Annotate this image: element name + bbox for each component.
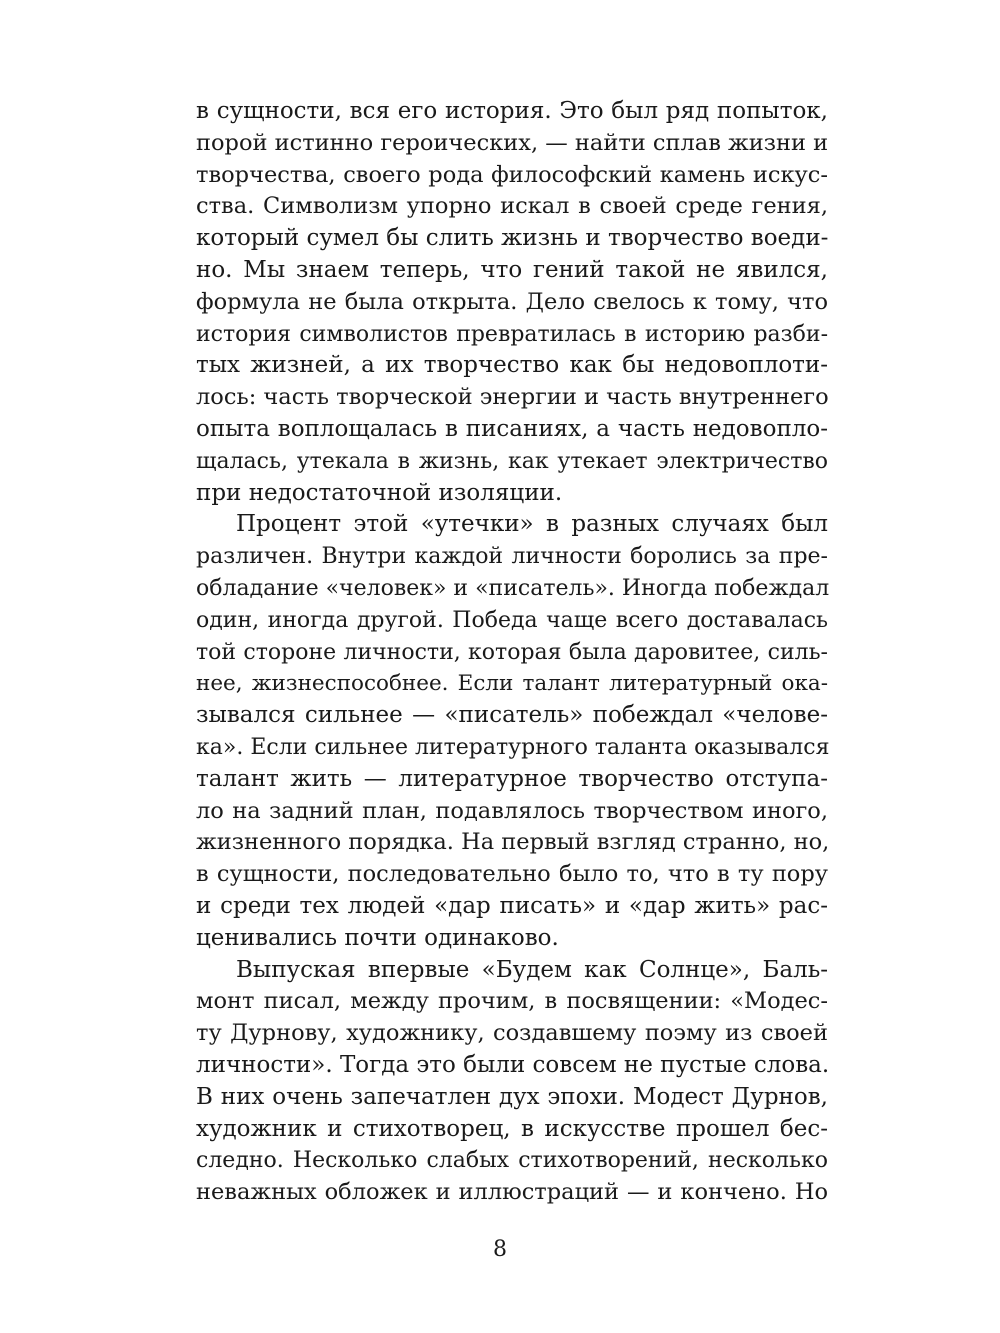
text-line: при недостаточной изоляции. xyxy=(196,479,563,506)
text-line: творчества, своего рода философский камень искус- xyxy=(196,161,828,188)
text-line: той стороне личности, которая была даровитее, силь- xyxy=(196,639,828,665)
text-line: история символистов превратилась в историю разби- xyxy=(196,321,828,347)
text-line: опыта воплощалась в писаниях, а часть недовопло- xyxy=(196,415,828,442)
page-number: 8 xyxy=(493,1237,507,1262)
text-line: художник и стихотворец, в искусстве прошел бес- xyxy=(196,1115,828,1142)
text-line: тых жизней, а их творчество как бы недовоплоти- xyxy=(196,352,828,379)
text-line: в сущности, вся его история. Это был ряд попыток, xyxy=(196,98,828,124)
text-line: В них очень запечатлен дух эпохи. Модест Дурнов, xyxy=(196,1083,828,1110)
text-line: талант жить — литературное творчество отступа- xyxy=(196,765,828,792)
text-line: в сущности, последовательно было то, что в ту пору xyxy=(196,861,828,888)
text-line: Процент этой «утечки» в разных случаях был xyxy=(236,511,828,538)
text-line: неважных обложек и иллюстраций — и кончено. Но xyxy=(196,1179,828,1206)
text-line: но. Мы знаем теперь, что гений такой не явился, xyxy=(196,256,828,283)
body-text xyxy=(196,96,828,1209)
text-line: различен. Внутри каждой личности боролись за пре- xyxy=(196,544,828,570)
text-line: который сумел бы слить жизнь и творчество воеди- xyxy=(196,225,829,252)
paragraph xyxy=(196,96,828,509)
text-line: обладание «человек» и «писатель». Иногда побеждал xyxy=(196,575,830,601)
text-line: жизненного порядка. На первый взгляд странно, но, xyxy=(196,829,830,856)
text-line: ства. Символизм упорно искал в своей среде гения, xyxy=(196,193,828,220)
text-line: личности». Тогда это были совсем не пустые слова. xyxy=(196,1051,830,1078)
text-line: ка». Если сильнее литературного таланта оказывался xyxy=(196,734,830,760)
text-line: и среди тех людей «дар писать» и «дар жить» рас- xyxy=(196,892,828,919)
text-line: следно. Несколько слабых стихотворений, несколько xyxy=(196,1148,828,1174)
text-line: ценивались почти одинаково. xyxy=(196,924,559,951)
text-line: щалась, утекала в жизнь, как утекает электричество xyxy=(196,448,828,474)
text-line: ту Дурнову, художнику, создавшему поэму из своей xyxy=(196,1020,828,1047)
paragraph xyxy=(196,955,828,1209)
text-line: лось: часть творческой энергии и часть внутреннего xyxy=(196,384,829,411)
text-line: Выпуская впервые «Будем как Солнце», Баль- xyxy=(236,956,828,983)
text-line: зывался сильнее — «писатель» побеждал «челове- xyxy=(196,702,828,729)
text-line: порой истинно героических, — найти сплав жизни и xyxy=(196,129,829,156)
text-line: монт писал, между прочим, в посвящении: «Модес- xyxy=(196,988,828,1015)
paragraph xyxy=(196,509,828,954)
text-line: формула не была открыта. Дело свелось к тому, что xyxy=(196,288,828,315)
text-line: нее, жизнеспособнее. Если талант литературный ока- xyxy=(196,671,828,697)
text-line: один, иногда другой. Победа чаще всего доставалась xyxy=(196,607,828,633)
text-line: ло на задний план, подавлялось творчеством иного, xyxy=(196,797,828,824)
